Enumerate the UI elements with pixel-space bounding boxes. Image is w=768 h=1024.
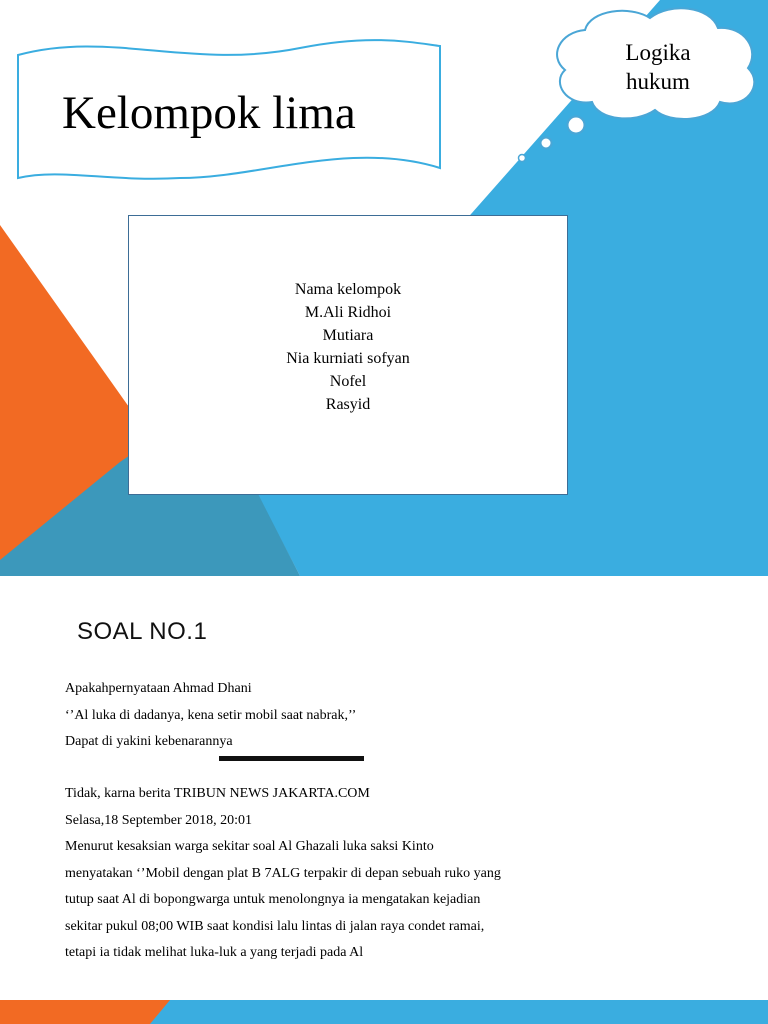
answer-line: Menurut kesaksian warga sekitar soal Al Ghazali luka saksi Kinto bbox=[65, 839, 434, 854]
footer-strip bbox=[0, 1000, 768, 1024]
banner-title: Kelompok lima bbox=[62, 87, 356, 139]
member-name: M.Ali Ridhoi bbox=[304, 304, 392, 321]
members-heading: Nama kelompok bbox=[294, 281, 402, 298]
thought-bubble-small bbox=[519, 155, 526, 162]
answer-line: tetapi ia tidak melihat luka-luk a yang terjadi pada Al bbox=[65, 945, 364, 960]
question-line: ‘’Al luka di dadanya, kena setir mobil saat nabrak,’’ bbox=[65, 707, 357, 723]
thought-bubble-medium bbox=[541, 138, 552, 149]
member-name: Nofel bbox=[329, 373, 367, 390]
question-block bbox=[65, 676, 356, 756]
underline-bar bbox=[219, 756, 364, 761]
slide-2 bbox=[0, 576, 768, 1024]
answer-block bbox=[65, 781, 501, 967]
member-name: Mutiara bbox=[322, 327, 374, 344]
answer-line: sekitar pukul 08;00 WIB saat kondisi lalu lintas di jalan raya condet ramai, bbox=[65, 918, 485, 934]
answer-line: menyatakan ‘’Mobil dengan plat B 7ALG terpakir di depan sebuah ruko yang bbox=[65, 865, 501, 881]
question-line: Apakahpernyataan Ahmad Dhani bbox=[65, 681, 252, 696]
cloud-line-2: hukum bbox=[626, 69, 690, 94]
slide-title: SOAL NO.1 bbox=[77, 618, 208, 645]
answer-line: Tidak, karna berita TRIBUN NEWS JAKARTA.COM bbox=[65, 786, 370, 801]
thought-cloud-text bbox=[588, 38, 728, 96]
question-line: Dapat di yakini kebenarannya bbox=[65, 734, 233, 749]
members-list bbox=[129, 278, 567, 416]
members-box bbox=[128, 215, 568, 495]
answer-line: Selasa,18 September 2018, 20:01 bbox=[65, 812, 253, 828]
member-name: Nia kurniati sofyan bbox=[286, 350, 410, 367]
cloud-line-1: Logika bbox=[625, 40, 691, 65]
thought-bubble-large bbox=[568, 117, 585, 134]
member-name: Rasyid bbox=[325, 396, 371, 413]
answer-line: tutup saat Al di bopongwarga untuk menolongnya ia mengatakan kejadian bbox=[65, 892, 481, 907]
